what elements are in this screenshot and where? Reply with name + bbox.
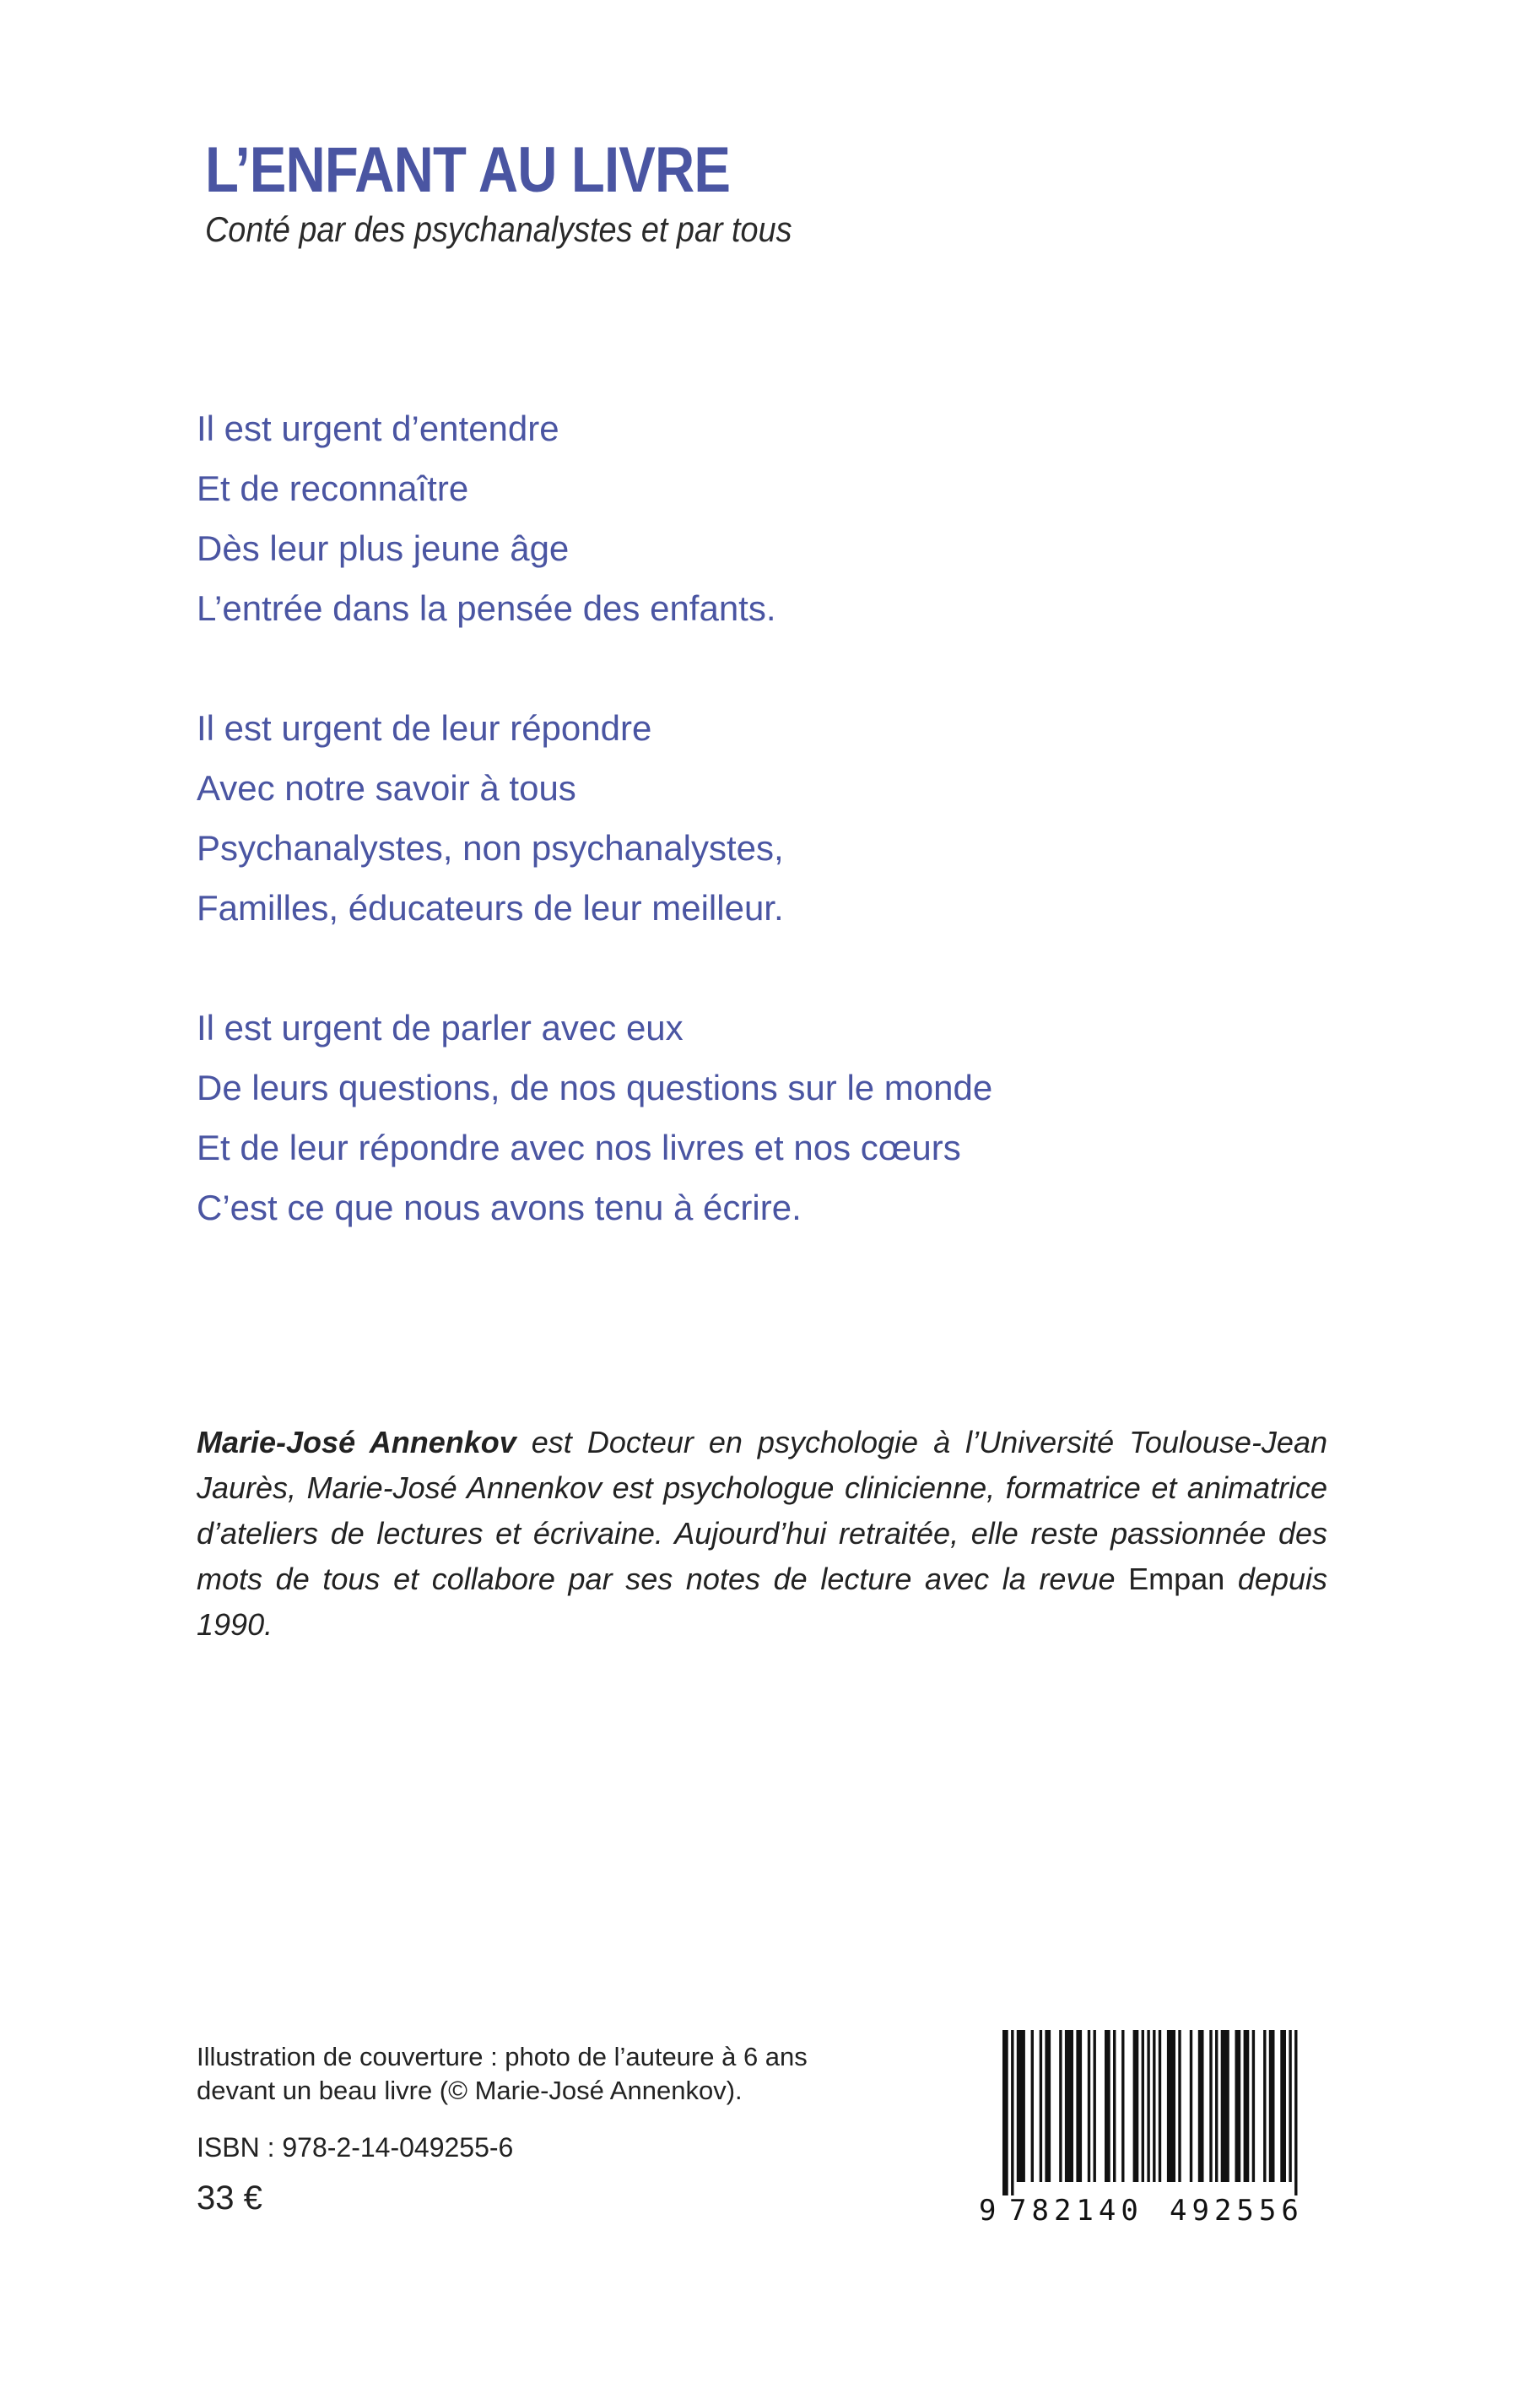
- poem-stanza: [197, 998, 992, 1237]
- barcode-bar: [1159, 2030, 1161, 2182]
- barcode-icon: [977, 2030, 1332, 2224]
- poem-line: Il est urgent de parler avec eux: [197, 1008, 684, 1048]
- barcode-bar: [1244, 2030, 1250, 2182]
- poem-line: De leurs questions, de nos questions sur le monde: [197, 1068, 993, 1107]
- barcode-bar: [1142, 2030, 1144, 2182]
- poem-stanza: [197, 698, 992, 938]
- barcode-bar: [1011, 2030, 1013, 2195]
- barcode-bar: [1147, 2030, 1149, 2182]
- barcode-bar: [1178, 2030, 1181, 2182]
- author-name: Marie-José Annenkov: [197, 1425, 516, 1459]
- cover-credit-line: devant un beau livre (© Marie-José Annenkov).: [197, 2076, 743, 2105]
- poem-line: Familles, éducateurs de leur meilleur.: [197, 888, 784, 928]
- price: 33 €: [197, 2179, 262, 2217]
- barcode-bar: [1094, 2030, 1096, 2182]
- bio-text: est Docteur en psychologie à l’Université Toulouse-Jean Jaurès, Marie-José Annenkov est psychologue clinicienne, formatrice et animatrice d’ateliers de lectures et écrivaine. Aujourd’hui retraitée, elle reste passionnée des mots de tous et collabore par ses notes de lecture avec la revue: [197, 1425, 1327, 1596]
- barcode-bar: [1252, 2030, 1255, 2182]
- barcode-bar: [1289, 2030, 1291, 2182]
- poem: [197, 398, 992, 1237]
- poem-line: L’entrée dans la pensée des enfants.: [197, 588, 776, 628]
- poem-line: Avec notre savoir à tous: [197, 768, 576, 808]
- barcode-bar: [1065, 2030, 1073, 2182]
- barcode-bar: [1031, 2030, 1034, 2182]
- poem-line: C’est ce que nous avons tenu à écrire.: [197, 1188, 802, 1227]
- cover-credit: [197, 2040, 808, 2108]
- barcode-bar: [1209, 2030, 1212, 2182]
- barcode-bar: [1294, 2030, 1297, 2195]
- barcode-bar: [1190, 2030, 1192, 2182]
- barcode-bar: [1153, 2030, 1155, 2182]
- barcode-bar: [1059, 2030, 1062, 2182]
- poem-line: Il est urgent de leur répondre: [197, 708, 652, 748]
- cover-credit-line: Illustration de couverture : photo de l’auteure à 6 ans: [197, 2042, 808, 2071]
- barcode-bar: [1088, 2030, 1090, 2182]
- barcode-digits-left: 782140: [1009, 2194, 1143, 2224]
- author-bio: [197, 1420, 1327, 1648]
- barcode-bar: [1263, 2030, 1266, 2182]
- barcode-bar: [1198, 2030, 1204, 2182]
- barcode-bars: [1002, 2030, 1298, 2195]
- barcode-bar: [1221, 2030, 1229, 2182]
- barcode-bar: [1121, 2030, 1124, 2182]
- bio-text-end: depuis 1990.: [197, 1562, 1327, 1642]
- barcode-bar: [1045, 2030, 1051, 2182]
- book-subtitle: Conté par des psychanalystes et par tous: [205, 209, 792, 249]
- isbn: ISBN : 978-2-14-049255-6: [197, 2132, 514, 2163]
- barcode-digits-first: 9: [979, 2194, 997, 2224]
- poem-line: Psychanalystes, non psychanalystes,: [197, 828, 784, 868]
- journal-name: Empan: [1128, 1562, 1225, 1596]
- barcode-bar: [1235, 2030, 1241, 2182]
- poem-line: Dès leur plus jeune âge: [197, 528, 570, 568]
- poem-line: Il est urgent d’entendre: [197, 409, 559, 448]
- poem-line: Et de leur répondre avec nos livres et nos cœurs: [197, 1128, 961, 1167]
- barcode-bar: [1076, 2030, 1082, 2182]
- barcode-bar: [1040, 2030, 1042, 2182]
- barcode-bar: [1215, 2030, 1218, 2182]
- barcode-bar: [1105, 2030, 1110, 2182]
- barcode-bar: [1002, 2030, 1008, 2195]
- book-title: L’ENFANT AU LIVRE: [205, 134, 731, 206]
- poem-line: Et de reconnaître: [197, 468, 469, 508]
- barcode-bar: [1113, 2030, 1116, 2182]
- barcode-bar: [1133, 2030, 1139, 2182]
- poem-stanza: [197, 398, 992, 638]
- barcode-bar: [1167, 2030, 1175, 2182]
- barcode-bar: [1280, 2030, 1286, 2182]
- barcode-digits-right: 492556: [1170, 2194, 1304, 2224]
- barcode-bar: [1017, 2030, 1025, 2182]
- barcode-bar: [1269, 2030, 1275, 2182]
